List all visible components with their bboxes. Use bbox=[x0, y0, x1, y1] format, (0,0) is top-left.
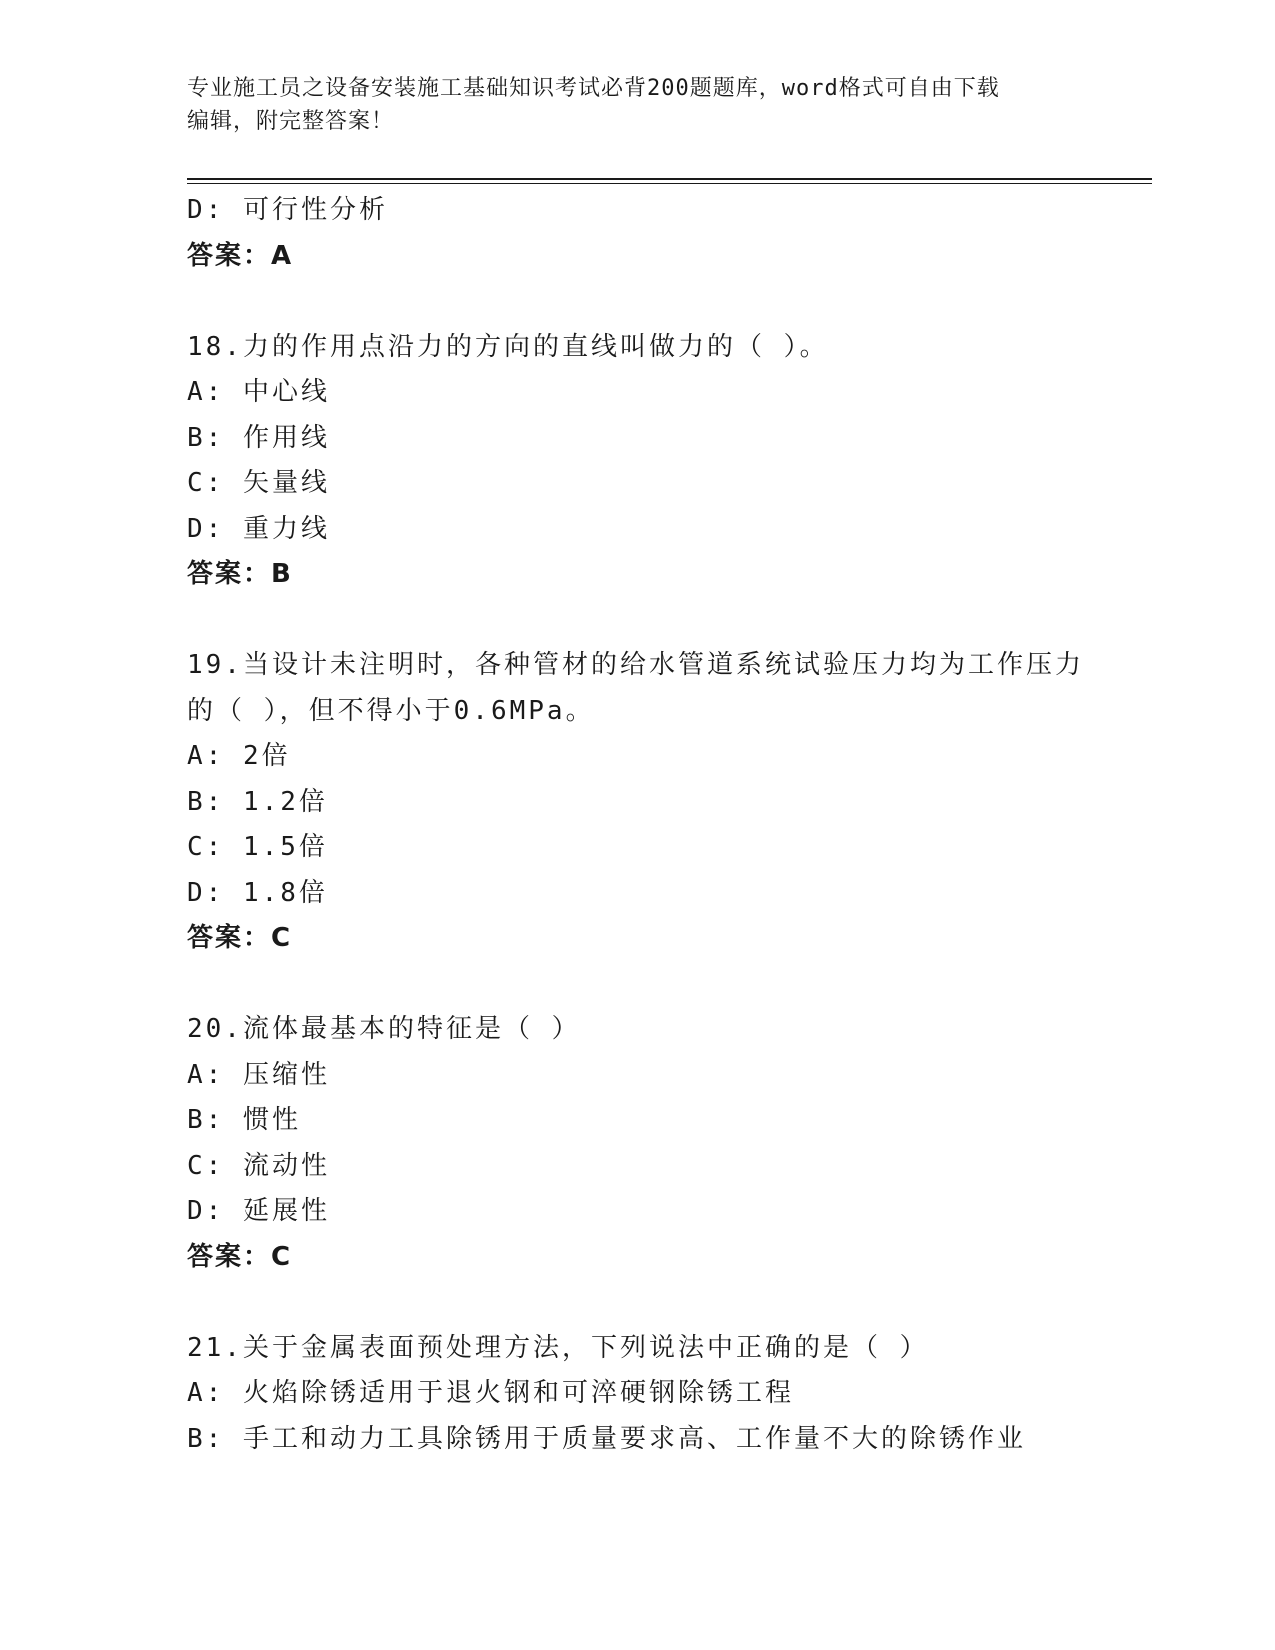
question-18 bbox=[187, 325, 1152, 598]
option-b: B: 手工和动力工具除锈用于质量要求高、工作量不大的除锈作业 bbox=[187, 1423, 1026, 1454]
option-c: C: 矢量线 bbox=[187, 468, 330, 498]
option-a: A: 中心线 bbox=[187, 377, 330, 407]
question-gap bbox=[187, 279, 1152, 325]
answer-line: 答案：C bbox=[187, 923, 293, 953]
question-stem: 19.当设计未注明时，各种管材的给水管道系统试验压力均为工作压力 bbox=[187, 650, 1084, 680]
header-title-line-2: 编辑，附完整答案！ bbox=[187, 109, 395, 134]
option-d: D: 1.8倍 bbox=[187, 877, 328, 908]
document-header bbox=[187, 72, 1087, 138]
option-c: C: 流动性 bbox=[187, 1150, 330, 1181]
option-d: D: 可行性分析 bbox=[187, 195, 388, 225]
question-gap bbox=[187, 962, 1152, 1008]
option-d: D: 延展性 bbox=[187, 1196, 330, 1226]
header-divider-thin bbox=[187, 183, 1152, 184]
question-21 bbox=[187, 1326, 1152, 1463]
question-gap bbox=[187, 598, 1152, 644]
question-stem-continued: 的（ ），但不得小于0.6MPa。 bbox=[187, 695, 595, 726]
option-b: B: 惯性 bbox=[187, 1105, 301, 1135]
question-stem: 20.流体最基本的特征是（ ） bbox=[187, 1014, 581, 1044]
header-title-line-1: 专业施工员之设备安装施工基础知识考试必背200题题库，word格式可自由下载 bbox=[187, 76, 1000, 101]
option-b: B: 作用线 bbox=[187, 422, 330, 453]
option-d: D: 重力线 bbox=[187, 513, 330, 544]
option-a: A: 2倍 bbox=[187, 741, 291, 771]
answer-line: 答案：B bbox=[187, 559, 293, 589]
question-list bbox=[187, 188, 1152, 1462]
option-b: B: 1.2倍 bbox=[187, 786, 328, 817]
answer-line: 答案：A bbox=[187, 240, 294, 271]
question-20 bbox=[187, 1007, 1152, 1280]
question-gap bbox=[187, 1280, 1152, 1326]
option-a: A: 火焰除锈适用于退火钢和可淬硬钢除锈工程 bbox=[187, 1378, 794, 1408]
option-c: C: 1.5倍 bbox=[187, 832, 328, 862]
option-a: A: 压缩性 bbox=[187, 1059, 330, 1090]
question-19 bbox=[187, 643, 1152, 962]
question-stem: 18.力的作用点沿力的方向的直线叫做力的（ ）。 bbox=[187, 331, 829, 362]
header-divider-thick bbox=[187, 178, 1152, 180]
question-stem: 21.关于金属表面预处理方法，下列说法中正确的是（ ） bbox=[187, 1332, 929, 1363]
answer-line: 答案：C bbox=[187, 1241, 293, 1272]
